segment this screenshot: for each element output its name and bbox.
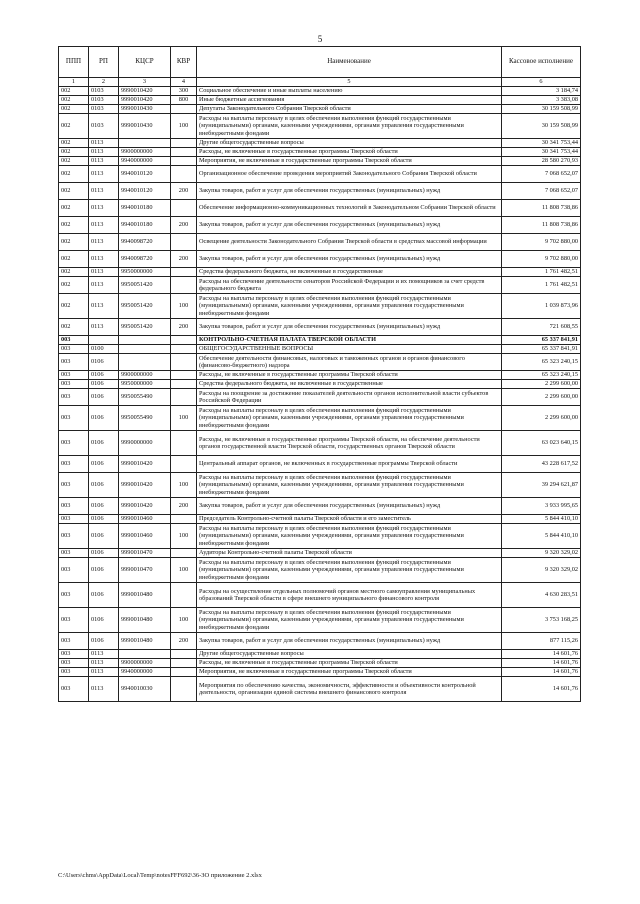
cell-amount: 1 039 873,96 — [502, 294, 581, 319]
cell-name: Расходы, не включенные в государственные программы Тверской области — [197, 148, 502, 157]
cell-kvr — [171, 139, 197, 148]
cell-kcsr — [119, 139, 171, 148]
cell-rp: 0113 — [89, 268, 119, 277]
cell-kcsr: 9950051420 — [119, 277, 171, 294]
cell-amount: 3 184,74 — [502, 87, 581, 96]
column-number: 5 — [197, 78, 502, 87]
cell-kvr: 200 — [171, 498, 197, 515]
cell-kvr: 100 — [171, 406, 197, 431]
cell-kcsr: 9950055490 — [119, 389, 171, 406]
cell-amount: 30 341 753,44 — [502, 139, 581, 148]
cell-kcsr: 9990010420 — [119, 96, 171, 105]
cell-amount: 3 383,08 — [502, 96, 581, 105]
cell-amount: 3 753 168,25 — [502, 608, 581, 633]
table-row — [59, 114, 581, 139]
cell-amount: 5 844 410,10 — [502, 515, 581, 524]
cell-name: Председатель Контрольно-счетной палаты Тверской области и его заместитель — [197, 515, 502, 524]
cell-name: Обеспечение информационно-коммуникационных технологий в Законодательном Собрании Тверской области — [197, 200, 502, 217]
column-number: 3 — [119, 78, 171, 87]
header-name: Наименование — [197, 47, 502, 78]
cell-name: Расходы на выплаты персоналу в целях обеспечения выполнения функций государственными (муниципальными) органами, казенными учреждениями, органами управления государственными внебюджетными фондами — [197, 558, 502, 583]
cell-name: Социальное обеспечение и иные выплаты населению — [197, 87, 502, 96]
cell-amount: 14 601,76 — [502, 668, 581, 677]
cell-ppp: 003 — [59, 549, 89, 558]
page-number: 5 — [317, 34, 323, 44]
cell-rp: 0113 — [89, 148, 119, 157]
cell-kcsr: 9940010180 — [119, 200, 171, 217]
table-row — [59, 345, 581, 354]
column-number-row — [59, 78, 581, 87]
cell-kvr — [171, 549, 197, 558]
cell-name: Расходы на выплаты персоналу в целях обеспечения выполнения функций государственными (муниципальными) органами, казенными учреждениями, органами управления государственными внебюджетными фондами — [197, 524, 502, 549]
cell-name: ОБЩЕГОСУДАРСТВЕННЫЕ ВОПРОСЫ — [197, 345, 502, 354]
cell-ppp: 002 — [59, 157, 89, 166]
cell-amount: 65 323 240,15 — [502, 354, 581, 371]
cell-kcsr — [119, 354, 171, 371]
expenditure-table — [58, 46, 581, 702]
cell-ppp: 002 — [59, 114, 89, 139]
cell-amount: 14 601,76 — [502, 650, 581, 659]
cell-ppp: 002 — [59, 139, 89, 148]
cell-kcsr: 9900000000 — [119, 148, 171, 157]
header-amount: Кассовое исполнение — [502, 47, 581, 78]
cell-kvr — [171, 677, 197, 702]
cell-ppp: 002 — [59, 277, 89, 294]
cell-rp: 0113 — [89, 139, 119, 148]
cell-ppp: 002 — [59, 319, 89, 336]
cell-kcsr: 9950055490 — [119, 406, 171, 431]
cell-amount: 9 320 329,02 — [502, 558, 581, 583]
cell-kcsr — [119, 650, 171, 659]
cell-kcsr: 9990010420 — [119, 498, 171, 515]
cell-kvr — [171, 148, 197, 157]
cell-name: Освещение деятельности Законодательного Собрания Тверской области в средствах массовой информации — [197, 234, 502, 251]
table-row — [59, 268, 581, 277]
cell-amount: 65 337 841,91 — [502, 345, 581, 354]
table-row — [59, 498, 581, 515]
cell-ppp: 003 — [59, 431, 89, 456]
table-row — [59, 148, 581, 157]
cell-ppp: 003 — [59, 498, 89, 515]
table-row — [59, 251, 581, 268]
cell-ppp: 003 — [59, 659, 89, 668]
table-row — [59, 558, 581, 583]
cell-ppp: 003 — [59, 583, 89, 608]
cell-amount: 11 808 738,86 — [502, 217, 581, 234]
cell-kvr: 200 — [171, 217, 197, 234]
cell-amount: 9 702 880,00 — [502, 234, 581, 251]
cell-kvr: 200 — [171, 319, 197, 336]
cell-name: Депутаты Законодательного Собрания Тверской области — [197, 105, 502, 114]
cell-amount: 1 761 482,51 — [502, 268, 581, 277]
cell-kvr: 100 — [171, 524, 197, 549]
cell-ppp: 003 — [59, 515, 89, 524]
cell-name: Закупка товаров, работ и услуг для обеспечения государственных (муниципальных) нужд — [197, 183, 502, 200]
cell-rp — [89, 336, 119, 345]
cell-amount: 877 115,26 — [502, 633, 581, 650]
cell-amount: 11 808 738,86 — [502, 200, 581, 217]
cell-kvr — [171, 456, 197, 473]
table-row — [59, 87, 581, 96]
cell-name: Расходы на выплаты персоналу в целях обеспечения выполнения функций государственными (муниципальными) органами, казенными учреждениями, органами управления государственными внебюджетными фондами — [197, 114, 502, 139]
table-row — [59, 200, 581, 217]
cell-kcsr: 9940098720 — [119, 234, 171, 251]
cell-name: Средства федерального бюджета, не включенные в государственные — [197, 380, 502, 389]
cell-kvr — [171, 583, 197, 608]
cell-amount: 30 159 508,99 — [502, 105, 581, 114]
cell-kcsr: 9990010460 — [119, 515, 171, 524]
cell-name: Мероприятия, не включенные в государственные программы Тверской области — [197, 157, 502, 166]
cell-ppp: 002 — [59, 183, 89, 200]
cell-kcsr: 9940010180 — [119, 217, 171, 234]
cell-kvr — [171, 515, 197, 524]
cell-kcsr: 9940010030 — [119, 677, 171, 702]
table-row — [59, 549, 581, 558]
cell-rp: 0106 — [89, 549, 119, 558]
cell-amount: 7 068 652,07 — [502, 166, 581, 183]
cell-amount: 30 341 753,44 — [502, 148, 581, 157]
cell-ppp: 003 — [59, 336, 89, 345]
cell-ppp: 003 — [59, 608, 89, 633]
cell-ppp: 002 — [59, 200, 89, 217]
cell-rp: 0113 — [89, 277, 119, 294]
cell-kcsr: 9990010470 — [119, 558, 171, 583]
cell-kcsr: 9990010430 — [119, 105, 171, 114]
cell-amount: 721 608,55 — [502, 319, 581, 336]
cell-rp: 0106 — [89, 431, 119, 456]
cell-rp: 0106 — [89, 583, 119, 608]
cell-rp: 0106 — [89, 473, 119, 498]
cell-kcsr: 9950000000 — [119, 380, 171, 389]
cell-amount: 30 159 508,99 — [502, 114, 581, 139]
cell-ppp: 003 — [59, 473, 89, 498]
cell-kcsr: 9940010120 — [119, 183, 171, 200]
column-number: 4 — [171, 78, 197, 87]
file-path-footer: C:\Users\chms\AppData\Local\Temp\notesFFF692\36-ЗО приложение 2.xlsx — [58, 872, 262, 879]
cell-kvr — [171, 668, 197, 677]
cell-ppp: 003 — [59, 677, 89, 702]
cell-rp: 0113 — [89, 200, 119, 217]
cell-kcsr: 9990010470 — [119, 549, 171, 558]
cell-rp: 0113 — [89, 217, 119, 234]
table-header-row — [59, 47, 581, 78]
table-row — [59, 371, 581, 380]
cell-amount: 9 320 329,02 — [502, 549, 581, 558]
cell-rp: 0100 — [89, 345, 119, 354]
cell-amount: 14 601,76 — [502, 659, 581, 668]
cell-kvr — [171, 166, 197, 183]
cell-kvr: 200 — [171, 183, 197, 200]
cell-kcsr: 9950051420 — [119, 319, 171, 336]
cell-rp: 0113 — [89, 294, 119, 319]
cell-kvr — [171, 345, 197, 354]
cell-rp: 0106 — [89, 371, 119, 380]
cell-name: Расходы на выплаты персоналу в целях обеспечения выполнения функций государственными (муниципальными) органами, казенными учреждениями, органами управления государственными внебюджетными фондами — [197, 608, 502, 633]
table-row — [59, 294, 581, 319]
cell-rp: 0113 — [89, 251, 119, 268]
table-row — [59, 354, 581, 371]
cell-rp: 0106 — [89, 608, 119, 633]
cell-kvr — [171, 380, 197, 389]
cell-name: Иные бюджетные ассигнования — [197, 96, 502, 105]
cell-amount: 2 299 600,00 — [502, 380, 581, 389]
cell-rp: 0103 — [89, 96, 119, 105]
cell-kvr: 200 — [171, 251, 197, 268]
table-row — [59, 234, 581, 251]
cell-kvr: 100 — [171, 114, 197, 139]
cell-name: Расходы на выплаты персоналу в целях обеспечения выполнения функций государственными (муниципальными) органами, казенными учреждениями, органами управления государственными внебюджетными фондами — [197, 406, 502, 431]
cell-ppp: 003 — [59, 371, 89, 380]
cell-kcsr: 9950000000 — [119, 268, 171, 277]
cell-kcsr: 9990010430 — [119, 114, 171, 139]
cell-ppp: 003 — [59, 406, 89, 431]
cell-rp: 0113 — [89, 650, 119, 659]
table-row — [59, 380, 581, 389]
cell-name: Закупка товаров, работ и услуг для обеспечения государственных (муниципальных) нужд — [197, 217, 502, 234]
cell-amount: 14 601,76 — [502, 677, 581, 702]
report-table-container — [58, 46, 580, 702]
cell-kcsr: 9940098720 — [119, 251, 171, 268]
cell-kvr — [171, 389, 197, 406]
cell-ppp: 003 — [59, 524, 89, 549]
cell-name: Обеспечение деятельности финансовых, налоговых и таможенных органов и органов финансового (финансово-бюджетного) надзора — [197, 354, 502, 371]
cell-name: Расходы на поощрение за достижение показателей деятельности органов исполнительной власти субъектов Российской Федерации — [197, 389, 502, 406]
table-row — [59, 319, 581, 336]
cell-kvr — [171, 431, 197, 456]
cell-kcsr: 9950051420 — [119, 294, 171, 319]
cell-name: Другие общегосударственные вопросы — [197, 139, 502, 148]
cell-ppp: 002 — [59, 217, 89, 234]
cell-name: Расходы, не включенные в государственные программы Тверской области, на обеспечение деятельности органов государственной власти Тверской области, государственных органов Тверской области — [197, 431, 502, 456]
table-row — [59, 515, 581, 524]
cell-amount: 5 844 410,10 — [502, 524, 581, 549]
cell-ppp: 002 — [59, 294, 89, 319]
table-row — [59, 659, 581, 668]
cell-kvr: 300 — [171, 87, 197, 96]
cell-kvr — [171, 157, 197, 166]
cell-kvr — [171, 268, 197, 277]
cell-kcsr: 9990010480 — [119, 633, 171, 650]
cell-kcsr: 9940000000 — [119, 668, 171, 677]
cell-kvr — [171, 650, 197, 659]
cell-ppp: 003 — [59, 345, 89, 354]
cell-amount: 63 023 640,15 — [502, 431, 581, 456]
table-row — [59, 183, 581, 200]
cell-name: Организационное обеспечение проведения мероприятий Законодательного Собрания Тверской области — [197, 166, 502, 183]
cell-amount: 3 933 995,65 — [502, 498, 581, 515]
cell-name: Закупка товаров, работ и услуг для обеспечения государственных (муниципальных) нужд — [197, 251, 502, 268]
cell-amount: 1 761 482,51 — [502, 277, 581, 294]
cell-amount: 2 299 600,00 — [502, 406, 581, 431]
cell-ppp: 003 — [59, 650, 89, 659]
cell-rp: 0103 — [89, 87, 119, 96]
table-row — [59, 524, 581, 549]
cell-kcsr: 9900000000 — [119, 371, 171, 380]
cell-rp: 0106 — [89, 558, 119, 583]
cell-rp: 0113 — [89, 677, 119, 702]
cell-kvr: 100 — [171, 473, 197, 498]
cell-name: КОНТРОЛЬНО-СЧЕТНАЯ ПАЛАТА ТВЕРСКОЙ ОБЛАСТИ — [197, 336, 502, 345]
header-ppp: ППП — [59, 47, 89, 78]
cell-ppp: 002 — [59, 166, 89, 183]
cell-rp: 0103 — [89, 114, 119, 139]
table-row — [59, 431, 581, 456]
cell-name: Закупка товаров, работ и услуг для обеспечения государственных (муниципальных) нужд — [197, 498, 502, 515]
header-rp: РП — [89, 47, 119, 78]
cell-amount: 28 580 270,93 — [502, 157, 581, 166]
cell-kcsr — [119, 345, 171, 354]
cell-rp: 0106 — [89, 456, 119, 473]
cell-kvr: 100 — [171, 294, 197, 319]
cell-rp: 0106 — [89, 524, 119, 549]
table-row — [59, 650, 581, 659]
table-row — [59, 608, 581, 633]
cell-amount: 4 630 283,51 — [502, 583, 581, 608]
cell-ppp: 003 — [59, 354, 89, 371]
cell-kcsr: 9940000000 — [119, 157, 171, 166]
cell-amount: 65 323 240,15 — [502, 371, 581, 380]
cell-ppp: 002 — [59, 87, 89, 96]
cell-name: Аудиторы Контрольно-счетной палаты Тверской области — [197, 549, 502, 558]
cell-ppp: 002 — [59, 96, 89, 105]
cell-ppp: 002 — [59, 251, 89, 268]
cell-rp: 0106 — [89, 380, 119, 389]
cell-kvr: 200 — [171, 633, 197, 650]
cell-kcsr: 9990010480 — [119, 583, 171, 608]
cell-kvr — [171, 659, 197, 668]
cell-amount: 2 299 600,00 — [502, 389, 581, 406]
cell-name: Расходы, не включенные в государственные программы Тверской области — [197, 371, 502, 380]
cell-name: Закупка товаров, работ и услуг для обеспечения государственных (муниципальных) нужд — [197, 319, 502, 336]
table-row — [59, 139, 581, 148]
table-row — [59, 583, 581, 608]
cell-kcsr: 9990010420 — [119, 456, 171, 473]
column-number: 1 — [59, 78, 89, 87]
header-kvr: КВР — [171, 47, 197, 78]
cell-ppp: 003 — [59, 633, 89, 650]
cell-amount: 39 294 621,87 — [502, 473, 581, 498]
table-row — [59, 456, 581, 473]
cell-kvr: 100 — [171, 608, 197, 633]
table-row — [59, 406, 581, 431]
cell-kvr — [171, 336, 197, 345]
cell-rp: 0113 — [89, 166, 119, 183]
table-row — [59, 677, 581, 702]
cell-name: Другие общегосударственные вопросы — [197, 650, 502, 659]
cell-kcsr: 9990000000 — [119, 431, 171, 456]
cell-rp: 0113 — [89, 157, 119, 166]
cell-kvr — [171, 105, 197, 114]
cell-rp: 0113 — [89, 183, 119, 200]
cell-rp: 0106 — [89, 354, 119, 371]
cell-kcsr: 9940010120 — [119, 166, 171, 183]
cell-rp: 0106 — [89, 389, 119, 406]
cell-ppp: 002 — [59, 234, 89, 251]
cell-kvr — [171, 371, 197, 380]
cell-rp: 0113 — [89, 659, 119, 668]
cell-rp: 0106 — [89, 515, 119, 524]
cell-rp: 0113 — [89, 668, 119, 677]
cell-rp: 0106 — [89, 498, 119, 515]
cell-amount: 65 337 841,91 — [502, 336, 581, 345]
cell-name: Расходы на выплаты персоналу в целях обеспечения выполнения функций государственными (муниципальными) органами, казенными учреждениями, органами управления государственными внебюджетными фондами — [197, 294, 502, 319]
cell-ppp: 003 — [59, 456, 89, 473]
table-row — [59, 105, 581, 114]
cell-amount: 43 228 617,52 — [502, 456, 581, 473]
cell-kcsr: 9900000000 — [119, 659, 171, 668]
cell-name: Расходы на осуществление отдельных полномочий органов местного самоуправления муниципальных образований Тверской области в сфере внешнего муниципального финансового контроля — [197, 583, 502, 608]
cell-name: Расходы на обеспечение деятельности сенаторов Российской Федерации и их помощников за счет средств федерального бюджета — [197, 277, 502, 294]
cell-rp: 0113 — [89, 234, 119, 251]
cell-kvr — [171, 277, 197, 294]
cell-kvr: 800 — [171, 96, 197, 105]
table-row — [59, 473, 581, 498]
cell-kcsr: 9990010480 — [119, 608, 171, 633]
table-row — [59, 217, 581, 234]
cell-kcsr: 9990010420 — [119, 87, 171, 96]
table-row — [59, 668, 581, 677]
cell-kcsr: 9990010460 — [119, 524, 171, 549]
header-kcsr: КЦСР — [119, 47, 171, 78]
table-row — [59, 96, 581, 105]
cell-ppp: 003 — [59, 389, 89, 406]
table-row — [59, 157, 581, 166]
cell-rp: 0106 — [89, 633, 119, 650]
cell-ppp: 003 — [59, 668, 89, 677]
column-number: 6 — [502, 78, 581, 87]
cell-amount: 9 702 880,00 — [502, 251, 581, 268]
cell-ppp: 002 — [59, 105, 89, 114]
cell-rp: 0103 — [89, 105, 119, 114]
cell-name: Средства федерального бюджета, не включенные в государственные — [197, 268, 502, 277]
column-number: 2 — [89, 78, 119, 87]
cell-kcsr — [119, 336, 171, 345]
table-row — [59, 336, 581, 345]
cell-kvr — [171, 234, 197, 251]
cell-name: Расходы на выплаты персоналу в целях обеспечения выполнения функций государственными (муниципальными) органами, казенными учреждениями, органами управления государственными внебюджетными фондами — [197, 473, 502, 498]
cell-name: Расходы, не включенные в государственные программы Тверской области — [197, 659, 502, 668]
cell-name: Закупка товаров, работ и услуг для обеспечения государственных (муниципальных) нужд — [197, 633, 502, 650]
cell-ppp: 002 — [59, 268, 89, 277]
cell-name: Мероприятия по обеспечению качества, экономичности, эффективности и объективности контрольной деятельности, организации единой системы внешнего финансового контроля — [197, 677, 502, 702]
cell-rp: 0113 — [89, 319, 119, 336]
table-row — [59, 633, 581, 650]
cell-kvr: 100 — [171, 558, 197, 583]
cell-amount: 7 068 652,07 — [502, 183, 581, 200]
table-row — [59, 277, 581, 294]
cell-name: Мероприятия, не включенные в государственные программы Тверской области — [197, 668, 502, 677]
cell-kcsr: 9990010420 — [119, 473, 171, 498]
cell-name: Центральный аппарат органов, не включенных в государственные программы Тверской области — [197, 456, 502, 473]
cell-rp: 0106 — [89, 406, 119, 431]
table-row — [59, 166, 581, 183]
cell-ppp: 002 — [59, 148, 89, 157]
cell-ppp: 003 — [59, 558, 89, 583]
cell-kvr — [171, 200, 197, 217]
cell-ppp: 003 — [59, 380, 89, 389]
table-row — [59, 389, 581, 406]
cell-kvr — [171, 354, 197, 371]
